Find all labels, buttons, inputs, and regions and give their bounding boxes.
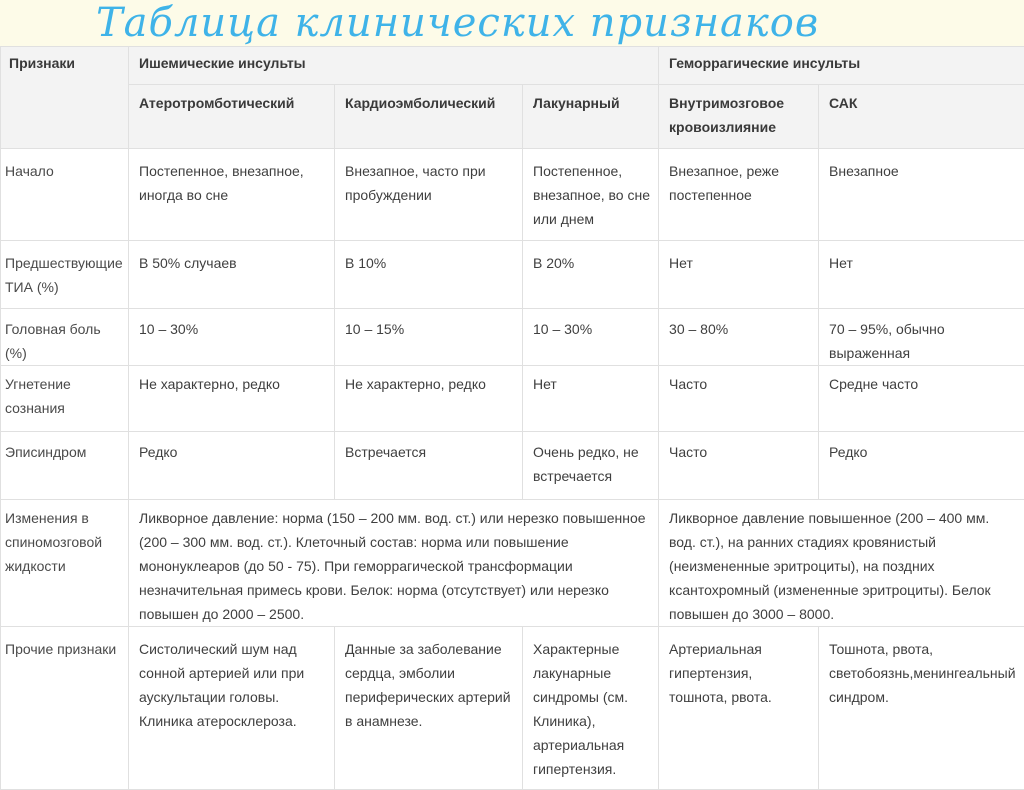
- cell-consciousness-sah: Средне часто: [819, 366, 1024, 432]
- cell-tia-athero: В 50% случаев: [129, 241, 335, 309]
- cell-onset-intracerebral: Внезапное, реже постепенное: [659, 149, 819, 241]
- header-sah: САК: [819, 85, 1024, 149]
- cell-other-athero: Систолический шум над сонной артерией или при аускультации головы. Клиника атеросклероза.: [129, 627, 335, 790]
- cell-onset-cardio: Внезапное, часто при пробуждении: [335, 149, 523, 241]
- header-cardioembolic: Кардиоэмболический: [335, 85, 523, 149]
- header-lacunar: Лакунарный: [523, 85, 659, 149]
- cell-other-lacunar: Характерные лакунарные синдромы (см. Клиника), артериальная гипертензия.: [523, 627, 659, 790]
- cell-consciousness-intracerebral: Часто: [659, 366, 819, 432]
- cell-onset-lacunar: Постепенное, внезапное, во сне или днем: [523, 149, 659, 241]
- table-row: [1, 432, 1024, 500]
- header-atherothrombotic: Атеротромботический: [129, 85, 335, 149]
- cell-seizures-lacunar: Очень редко, не встречается: [523, 432, 659, 500]
- cell-seizures-sah: Редко: [819, 432, 1024, 500]
- row-label-headache: Головная боль (%): [1, 309, 129, 366]
- cell-headache-cardio: 10 – 15%: [335, 309, 523, 366]
- cell-seizures-cardio: Встречается: [335, 432, 523, 500]
- header-intracerebral: Внутримозговое кровоизлияние: [659, 85, 819, 149]
- row-label-other: Прочие признаки: [1, 627, 129, 790]
- cell-other-intracerebral: Артериальная гипертензия, тошнота, рвота.: [659, 627, 819, 790]
- row-label-onset: Начало: [1, 149, 129, 241]
- cell-other-sah: Тошнота, рвота, светобоязнь,менингеальный синдром.: [819, 627, 1024, 790]
- cell-tia-lacunar: В 20%: [523, 241, 659, 309]
- cell-onset-sah: Внезапное: [819, 149, 1024, 241]
- row-label-tia: Предшествующие ТИА (%): [1, 241, 129, 309]
- title-bar: [0, 0, 1024, 46]
- header-hemorrhagic: Геморрагические инсульты: [659, 47, 1024, 85]
- table-row: [1, 149, 1024, 241]
- row-label-csf: Изменения в спиномозговой жидкости: [1, 500, 129, 627]
- cell-consciousness-athero: Не характерно, редко: [129, 366, 335, 432]
- clinical-signs-table: [0, 46, 1024, 790]
- page-title: Таблица клинических признаков: [96, 0, 819, 46]
- cell-headache-athero: 10 – 30%: [129, 309, 335, 366]
- table-row: [1, 309, 1024, 366]
- table-row: [1, 500, 1024, 627]
- cell-tia-cardio: В 10%: [335, 241, 523, 309]
- table-row: [1, 241, 1024, 309]
- cell-tia-sah: Нет: [819, 241, 1024, 309]
- cell-headache-intracerebral: 30 – 80%: [659, 309, 819, 366]
- cell-csf-ischemic: Ликворное давление: норма (150 – 200 мм. вод. ст.) или нерезко повышенное (200 – 300 мм. вод. ст.). Клеточный состав: норма или повышение мононуклеаров (до 50 - 75). При геморрагической трансформации незначительная примесь крови. Белок: норма (отсутствует) или нерезко повышен до 2000 – 2500.: [129, 500, 659, 627]
- cell-csf-hemorrhagic: Ликворное давление повышенное (200 – 400 мм. вод. ст.), на ранних стадиях кровянистый (неизмененные эритроциты), на поздних ксантохромный (измененные эритроциты). Белок повышен до 3000 – 8000.: [659, 500, 1024, 627]
- cell-consciousness-lacunar: Нет: [523, 366, 659, 432]
- header-signs: Признаки: [1, 47, 129, 149]
- header-ischemic: Ишемические инсульты: [129, 47, 659, 85]
- table-row: [1, 366, 1024, 432]
- cell-onset-athero: Постепенное, внезапное, иногда во сне: [129, 149, 335, 241]
- row-label-consciousness: Угнетение сознания: [1, 366, 129, 432]
- cell-other-cardio: Данные за заболевание сердца, эмболии периферических артерий в анамнезе.: [335, 627, 523, 790]
- cell-headache-lacunar: 10 – 30%: [523, 309, 659, 366]
- cell-seizures-athero: Редко: [129, 432, 335, 500]
- cell-seizures-intracerebral: Часто: [659, 432, 819, 500]
- cell-tia-intracerebral: Нет: [659, 241, 819, 309]
- cell-headache-sah: 70 – 95%, обычно выраженная: [819, 309, 1024, 366]
- row-label-seizures: Эписиндром: [1, 432, 129, 500]
- table-row: [1, 627, 1024, 790]
- cell-consciousness-cardio: Не характерно, редко: [335, 366, 523, 432]
